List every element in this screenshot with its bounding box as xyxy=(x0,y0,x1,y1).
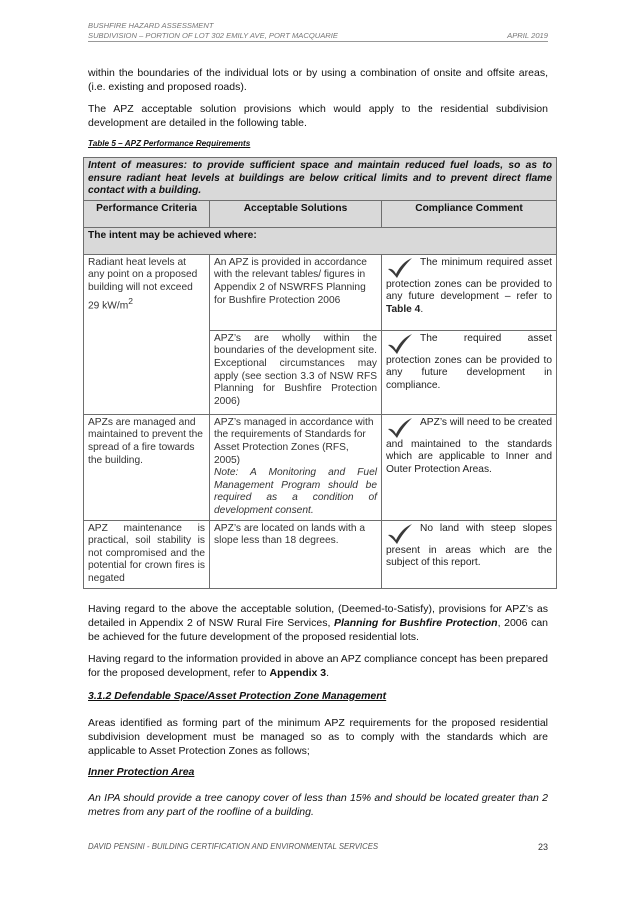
paragraph-deemed-to-satisfy xyxy=(88,602,548,644)
section-heading: 3.1.2 Defendable Space/Asset Protection Zone Management xyxy=(88,690,387,702)
comment-text: APZ’s will need to be created and maintained to the standards which are applicable to Inner and Outer Protection Areas. xyxy=(386,416,553,475)
table-reference: Table 4 xyxy=(386,303,421,315)
checkmark-icon xyxy=(386,523,414,545)
intro-paragraph-1: within the boundaries of the individual lots or by using a combination of onsite and offsite areas, (i.e. existing and proposed roads). xyxy=(88,67,548,93)
column-header: Acceptable Solutions xyxy=(210,200,382,227)
paragraph-text: , 2006 can be achieved for the future development of the proposed residential lots. xyxy=(88,617,549,643)
comment-text-end: . xyxy=(420,303,424,315)
paragraph-apz-management: Areas identified as forming part of the minimum APZ requirements for the proposed residential subdivision development must be managed so as to comply with the standards which are applicable to Asset Protection Zones as follows; xyxy=(88,717,548,757)
table-row xyxy=(84,414,557,520)
subsection-heading: Inner Protection Area xyxy=(88,766,195,778)
solution-cell xyxy=(210,330,382,414)
comment-cell xyxy=(382,330,557,414)
paragraph-compliance-concept xyxy=(88,652,548,680)
solution-cell: APZ’s are located on lands with a slope less than 18 degrees. xyxy=(210,520,382,588)
header-row xyxy=(84,200,557,227)
intent-cell: Intent of measures: to provide sufficient space and maintain reduced fuel loads, so as to ensure radiant heat levels at buildings are below critical limits and to prevent direct flame contact with a building. xyxy=(84,158,557,201)
header-rule xyxy=(88,41,548,42)
criteria-cell: APZs are managed and maintained to prevent the spread of a fire towards the building. xyxy=(84,414,210,520)
checkmark-icon xyxy=(386,333,414,355)
column-header: Compliance Comment xyxy=(382,200,557,227)
solution-text: APZ’s managed in accordance with the requirements of Standards for Asset Protection Zones (RFS, 2005) xyxy=(214,416,374,466)
column-header: Performance Criteria xyxy=(84,200,210,227)
comment-text: No land with steep slopes present in areas which are the subject of this report. xyxy=(386,522,553,569)
appendix-reference: Appendix 3 xyxy=(269,667,327,679)
table-row xyxy=(84,520,557,588)
paragraph-inner-protection: An IPA should provide a tree canopy cover of less than 15% and should be located greater than 2 metres from any part of the roofline of a building. xyxy=(88,792,548,818)
criteria-text: APZ maintenance is practical, soil stability is not compromised and the potential for crown fires is negated xyxy=(88,522,205,584)
checkmark-icon xyxy=(386,257,414,279)
intent-row xyxy=(84,158,557,201)
apz-requirements-table xyxy=(83,157,557,589)
comment-cell xyxy=(382,254,557,330)
comment-cell xyxy=(382,414,557,520)
publication-title: Planning for Bushfire Protection xyxy=(333,617,498,629)
subheader-cell: The intent may be achieved where: xyxy=(84,227,557,254)
header-title: BUSHFIRE HAZARD ASSESSMENT xyxy=(88,21,214,30)
header-subtitle: SUBDIVISION – PORTION OF LOT 302 EMILY AVE, PORT MACQUARIE xyxy=(88,31,338,40)
solution-text: APZ’s are wholly within the boundaries of the development site. Exceptional circumstances may apply (see section 3.3 of NSW RFS Planning for Bushfire Protection 2006) xyxy=(214,332,377,407)
table-caption: Table 5 – APZ Performance Requirements xyxy=(88,139,251,148)
intro-paragraph-2: The APZ acceptable solution provisions which would apply to the residential subdivision development are detailed in the following table. xyxy=(88,103,548,129)
footer-text: DAVID PENSINI - BUILDING CERTIFICATION AND ENVIRONMENTAL SERVICES xyxy=(88,842,379,851)
comment-cell xyxy=(382,520,557,588)
criteria-cell xyxy=(84,254,210,414)
solution-note: Note: A Monitoring and Fuel Management Program should be required as a condition of development consent. xyxy=(214,467,377,516)
solution-cell: An APZ is provided in accordance with the relevant tables/ figures in Appendix 2 of NSWRFS Planning for Bushfire Protection 2006 xyxy=(210,254,382,330)
checkmark-icon xyxy=(386,417,414,439)
subheader-row xyxy=(84,227,557,254)
page-number: 23 xyxy=(537,842,548,852)
header-date: APRIL 2019 xyxy=(507,31,548,40)
table-row xyxy=(84,254,557,330)
page-footer xyxy=(88,842,548,852)
paragraph-text: Having regard to the above the acceptable solution, (Deemed-to-Satisfy), provisions for APZ’s as detailed in Appendix 2 of NSW Rural Fire Services, xyxy=(88,603,548,629)
criteria-text: Radiant heat levels at any point on a proposed building will not exceed 29 kW/m xyxy=(88,256,198,311)
paragraph-text: Having regard to the information provided in above an APZ compliance concept has been prepared for the proposed development, refer to xyxy=(88,653,548,679)
comment-text: The minimum required asset protection zones can be provided to any future development – refer to xyxy=(386,256,553,303)
superscript: 2 xyxy=(128,295,133,306)
comment-text: The required asset protection zones can be provided to any future development in compliance. xyxy=(386,332,553,391)
paragraph-text: . xyxy=(326,667,330,679)
page-header xyxy=(88,21,548,41)
solution-cell xyxy=(210,414,382,520)
criteria-cell xyxy=(84,520,210,588)
